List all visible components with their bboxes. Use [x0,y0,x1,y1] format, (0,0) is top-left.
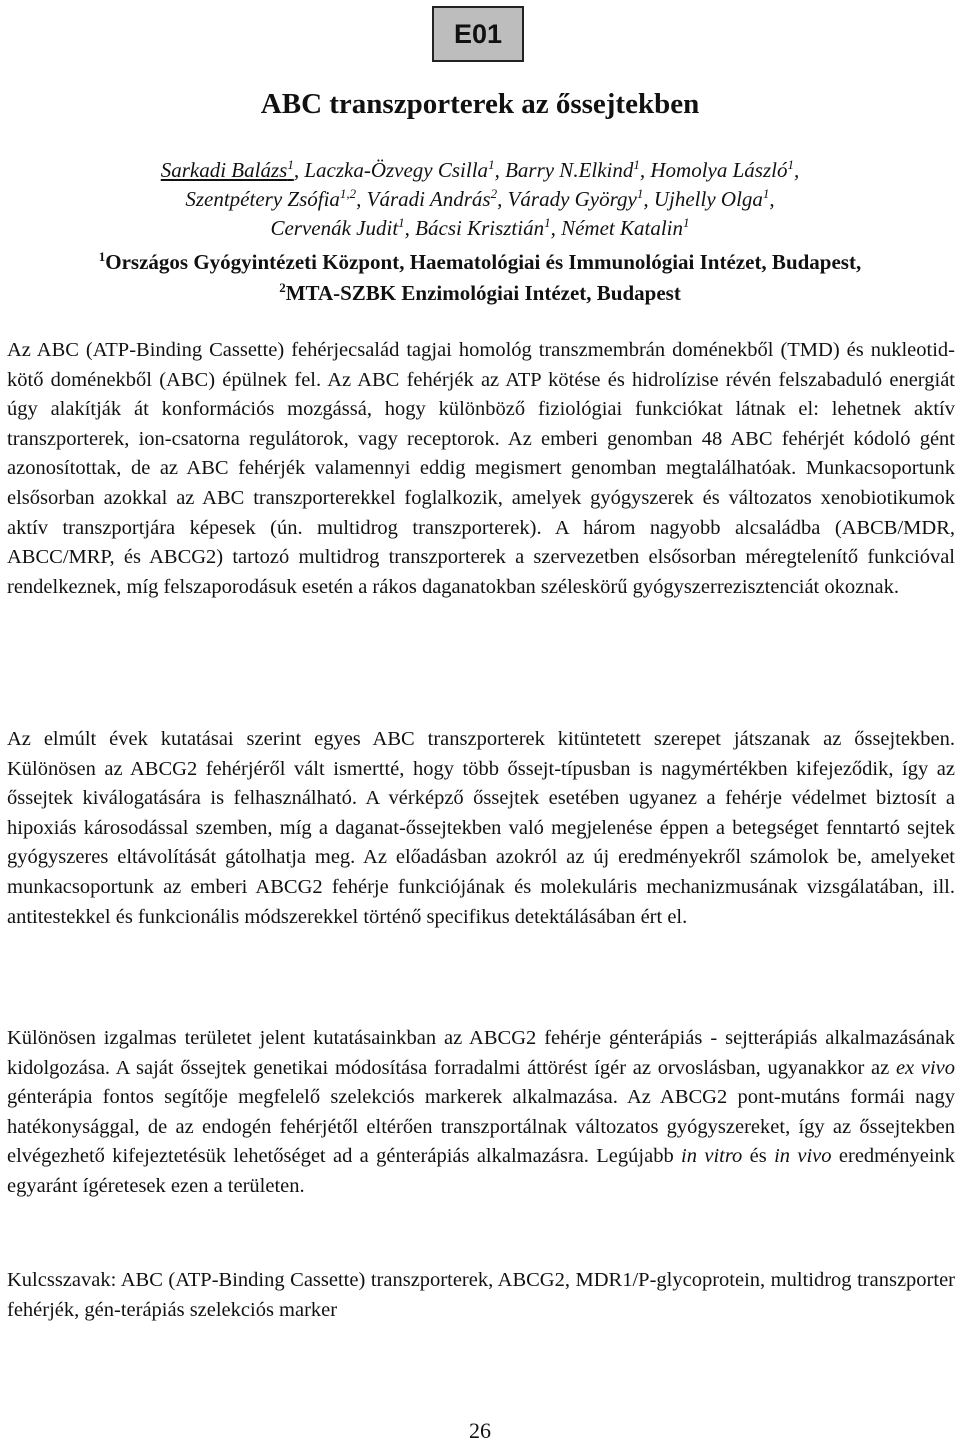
abstract-code-box [432,6,524,62]
author-line-3: Cervenák Judit$^1$, Bácsi Krisztián$^1$, Német Katalin$^1$ [270,215,690,240]
page-number: 26 [469,1418,491,1443]
author: Bácsi Krisztián [415,216,545,240]
italic-term: in vitro [681,1145,743,1168]
author: Laczka-Özvegy Csilla [304,158,489,182]
italic-term: ex vivo [895,1056,956,1079]
abstract-code: E01 [453,18,503,49]
author: Homolya László [650,158,788,182]
presenting-author: Sarkadi Balázs$^1$ [160,157,294,182]
keywords-paragraph: Kulcsszavak: ABC (ATP-Binding Cassette) transzporterek, ABCG2, MDR1/P-glycoprotein, multidrog transzporter fehérjék, gén-terápiás szelekciós marker [7,1269,955,1321]
author: Német Katalin [561,216,684,240]
author: Várady György [507,187,637,211]
abstract-paragraph-2: Az elmúlt évek kutatásai szerint egyes ABC transzporterek kitüntetett szerepet játszanak az őssejtekben. Különösen az ABCG2 fehérjéről vált ismertté, hogy több őssejt-típusban is nagymértékben kifejeződik, így az őssejtek kiválogatására is felhasználható. A vérképző őssejtek esetében ugyanez a fehérje védelmet biztosít a hipoxiás károsodással szemben, míg a daganat-őssejtekben való megjelenése éppen a betegséget fenntartó sejtek gyógyszeres eltávolítását gátolhatja meg. Az előadásban azokról az új eredményekről számolok be, amelyeket munkacsoportunk az emberi ABCG2 fehérje funkciójának és molekuláris mechanizmusának vizsgálatában, ill. antitestekkel és funkcionális módszerekkel történő specifikus detektálásában ért el. [7,728,955,928]
italic-term: in vivo [774,1145,832,1168]
affiliation-list [0,247,960,309]
author-line-1: Sarkadi Balázs$^1$, Laczka-Özvegy Csilla$^1$, Barry N.Elkind$^1$, Homolya László$^1$, [160,157,800,182]
author: Szentpétery Zsófia [185,187,340,211]
abstract-paragraph-1: Az ABC (ATP-Binding Cassette) fehérjecsalád tagjai homológ transzmembrán doménekből (TMD) és nukleotid-kötő doménekből (ABC) épülnek fel. Az ABC fehérjék az ATP kötése és hidrolízise révén felszabaduló energiát úgy alakítják át konformációs mozgássá, hogy különböző fiziológiai funkciókat látnak el: lehetnek aktív transzporterek, ion-csatorna regulátorok, vagy receptorok. Az emberi genomban 48 ABC fehérjét kódoló gént azonosítottak, de az ABC fehérjék valamennyi eddig megismert genomban megtalálhatóak. Munkacsoportunk elsősorban azokkal az ABC transzporterekkel foglalkozik, amelyek gyógyszerek és változatos xenobiotikumok aktív transzportjára képesek (ún. multidrog transzporterek). A három nagyobb alcsaládba (ABCB/MDR, ABCC/MRP, és ABCG2) tartozó multidrog transzporterek a szervezetben elsősorban méregtelenítő funkcióval rendelkeznek, míg felszaporodásuk esetén a rákos daganatokban széleskörű gyógyszerrezisztenciát okoznak. [7,339,955,598]
author: Váradi András [366,187,491,211]
affiliation-2: $^2$MTA-SZBK Enzimológiai Intézet, Budapest [279,280,681,305]
author-line-2: Szentpétery Zsófia$^{1,2}$, Váradi András$^2$, Várady György$^1$, Ujhelly Olga$^1$, [185,186,775,211]
affiliation-1: $^1$Országos Gyógyintézeti Központ, Haematológiai és Immunológiai Intézet, Budapest, [98,249,862,274]
abstract-paragraph-3: Különösen izgalmas területet jelent kutatásainkban az ABCG2 fehérje génterápiás - sejtterápiás alkalmazásának kidolgozása. A saját őssejtek genetikai módosítása forradalmi áttörést ígér az orvoslásban, ugyanakkor az ex vivo génterápia fontos segítője megfelelő szelekciós markerek alkalmazása. Az ABCG2 pont-mutáns formái nagy hatékonysággal, de az endogén fehérjétől eltérően transzportálnak változatos gyógyszereket, így az őssejtekben elvégezhető kifejeztetésük lehetőséget ad a génterápiás alkalmazásra. Legújabb in vitro és in vivo eredményeink egyaránt ígéretesek ezen a területen. [7,1027,956,1197]
abstract-title: ABC transzporterek az őssejtekben [260,88,700,120]
author: Cervenák Judit [270,216,399,240]
author-list [0,156,960,243]
author: Ujhelly Olga [653,187,763,211]
author: Barry N.Elkind [505,158,634,182]
